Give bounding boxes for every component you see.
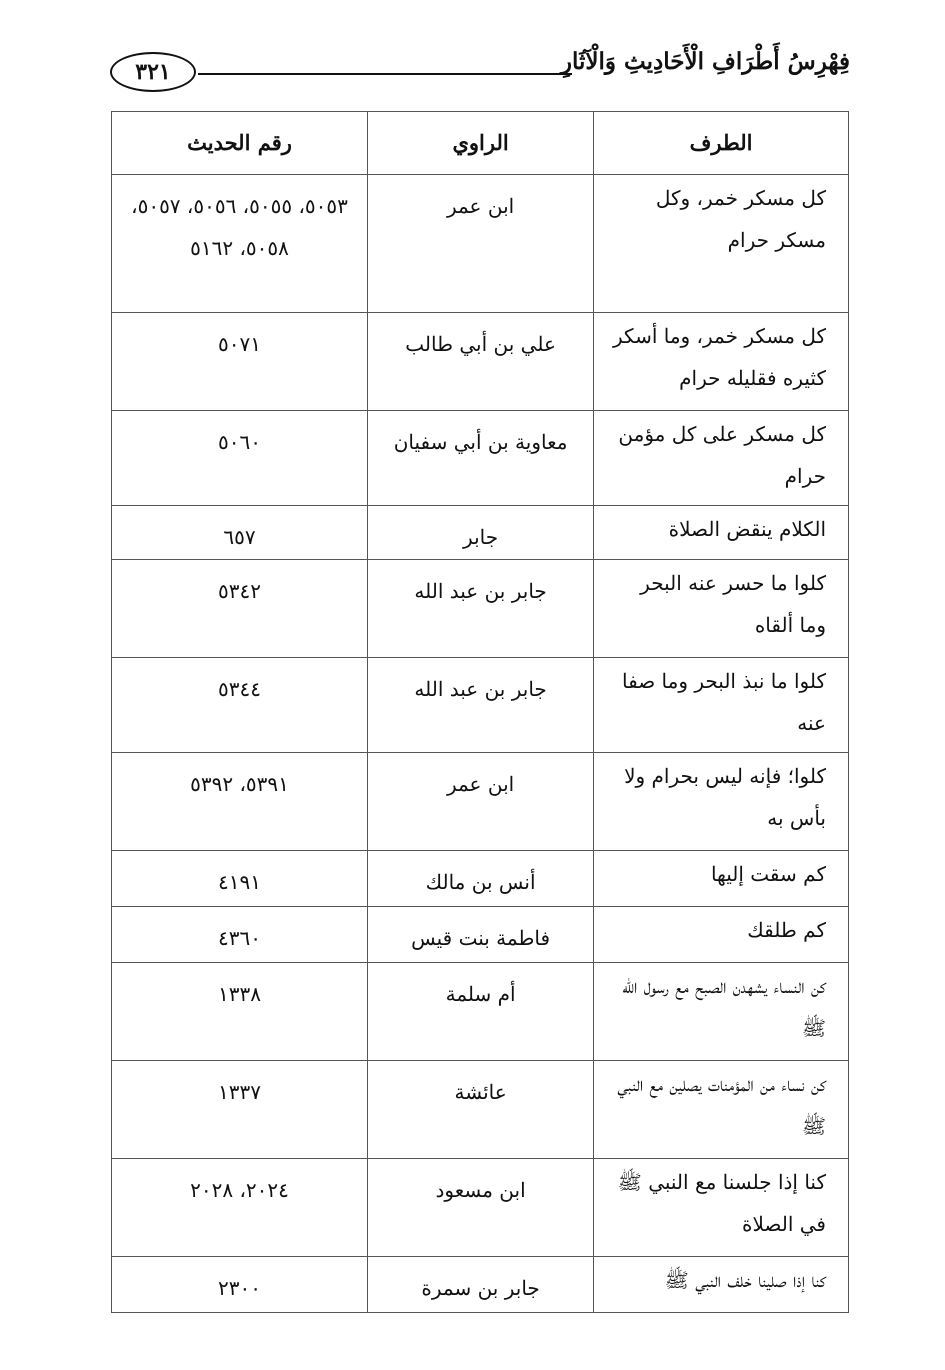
hadith-number-cell: ٥٠٥٣، ٥٠٥٥، ٥٠٥٦، ٥٠٥٧، ٥٠٥٨، ٥١٦٢ — [112, 175, 368, 313]
hadith-taraf-cell: كنا إذا جلسنا مع النبي ﷺ في الصلاة — [594, 1159, 849, 1257]
page-header — [110, 44, 850, 106]
hadith-taraf-cell: كل مسكر خمر، وما أسكر كثيره فقليله حرام — [594, 313, 849, 411]
table-row — [112, 851, 849, 907]
table-row — [112, 963, 849, 1061]
hadith-number-cell: ٦٥٧ — [112, 506, 368, 560]
table-row — [112, 560, 849, 658]
hadith-number-cell: ٥٣٩١، ٥٣٩٢ — [112, 753, 368, 851]
narrator-cell: علي بن أبي طالب — [368, 313, 594, 411]
narrator-cell: معاوية بن أبي سفيان — [368, 411, 594, 506]
narrator-cell: ابن عمر — [368, 753, 594, 851]
hadith-number-cell: ٥٠٧١ — [112, 313, 368, 411]
hadith-taraf-cell: كن نساء من المؤمنات يصلين مع النبي ﷺ — [594, 1061, 849, 1159]
hadith-taraf-cell: الكلام ينقض الصلاة — [594, 506, 849, 560]
hadith-number-cell: ٤١٩١ — [112, 851, 368, 907]
table-row — [112, 753, 849, 851]
hadith-taraf-cell: كنا إذا صلينا خلف النبي ﷺ — [594, 1257, 849, 1313]
table-header-row — [112, 112, 849, 175]
hadith-taraf-cell: كلوا ما حسر عنه البحر وما ألقاه — [594, 560, 849, 658]
hadith-taraf-cell: كم طلقك — [594, 907, 849, 963]
narrator-cell: أنس بن مالك — [368, 851, 594, 907]
hadith-number-cell: ٥٣٤٤ — [112, 658, 368, 753]
table-row — [112, 658, 849, 753]
table-body — [112, 175, 849, 1313]
hadith-number-cell: ٢٠٢٤، ٢٠٢٨ — [112, 1159, 368, 1257]
page-number: ٣٢١ — [110, 52, 196, 92]
column-header-taraf: الطرف — [594, 112, 849, 175]
hadith-number-cell: ٢٣٠٠ — [112, 1257, 368, 1313]
narrator-cell: جابر بن سمرة — [368, 1257, 594, 1313]
hadith-number-cell: ٥٣٤٢ — [112, 560, 368, 658]
narrator-cell: جابر — [368, 506, 594, 560]
hadith-number-cell: ٥٠٦٠ — [112, 411, 368, 506]
table-row — [112, 411, 849, 506]
header-rule — [198, 73, 572, 75]
hadith-taraf-cell: كن النساء يشهدن الصبح مع رسول الله ﷺ — [594, 963, 849, 1061]
hadith-number-cell: ١٣٣٨ — [112, 963, 368, 1061]
table-row — [112, 1061, 849, 1159]
narrator-cell: جابر بن عبد الله — [368, 658, 594, 753]
table-row — [112, 907, 849, 963]
table-row — [112, 1159, 849, 1257]
page-title: فِهْرِسُ أَطْرَافِ الْأَحَادِيثِ وَالْآثَارِ — [560, 48, 850, 75]
column-header-number: رقم الحديث — [112, 112, 368, 175]
hadith-number-cell: ٤٣٦٠ — [112, 907, 368, 963]
narrator-cell: ابن عمر — [368, 175, 594, 313]
narrator-cell: فاطمة بنت قيس — [368, 907, 594, 963]
hadith-taraf-cell: كل مسكر خمر، وكل مسكر حرام — [594, 175, 849, 313]
hadith-taraf-cell: كلوا؛ فإنه ليس بحرام ولا بأس به — [594, 753, 849, 851]
table-row — [112, 506, 849, 560]
table-row — [112, 1257, 849, 1313]
hadith-taraf-cell: كم سقت إليها — [594, 851, 849, 907]
narrator-cell: عائشة — [368, 1061, 594, 1159]
narrator-cell: أم سلمة — [368, 963, 594, 1061]
hadith-taraf-cell: كلوا ما نبذ البحر وما صفا عنه — [594, 658, 849, 753]
table-row — [112, 175, 849, 313]
hadith-number-cell: ١٣٣٧ — [112, 1061, 368, 1159]
table-row — [112, 313, 849, 411]
narrator-cell: ابن مسعود — [368, 1159, 594, 1257]
hadith-taraf-cell: كل مسكر على كل مؤمن حرام — [594, 411, 849, 506]
hadith-index-table — [111, 111, 849, 1313]
column-header-rawi: الراوي — [368, 112, 594, 175]
narrator-cell: جابر بن عبد الله — [368, 560, 594, 658]
